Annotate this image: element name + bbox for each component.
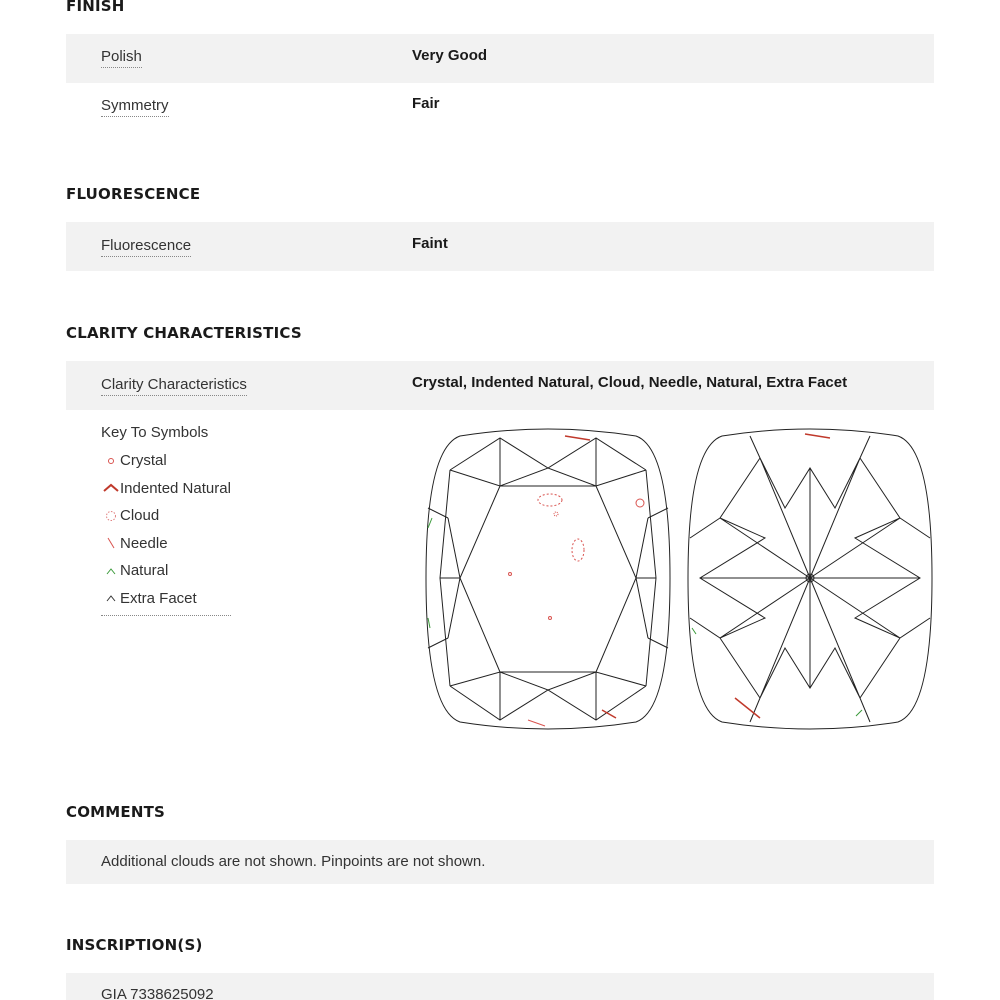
fluorescence-label[interactable]: Fluorescence xyxy=(101,237,191,257)
comments-row xyxy=(66,840,934,884)
key-title: Key To Symbols xyxy=(101,424,209,441)
symmetry-label[interactable]: Symmetry xyxy=(101,97,169,117)
fluorescence-row xyxy=(66,222,934,271)
symmetry-row xyxy=(66,83,934,132)
comments-heading: COMMENTS xyxy=(66,803,166,821)
extra-facet-icon xyxy=(101,593,120,603)
cloud-icon xyxy=(101,510,120,522)
fluorescence-heading: FLUORESCENCE xyxy=(66,185,201,203)
pavilion-facets xyxy=(690,436,930,722)
polish-value: Very Good xyxy=(412,47,488,64)
key-item-needle: Needle xyxy=(101,530,231,558)
key-item-crystal: Crystal xyxy=(101,447,231,475)
needle-icon xyxy=(101,537,120,549)
key-item-cloud: Cloud xyxy=(101,502,231,530)
polish-label[interactable]: Polish xyxy=(101,48,142,68)
inscription-row xyxy=(66,973,934,1000)
inscription-text: GIA 7338625092 xyxy=(101,986,214,1000)
clarity-label[interactable]: Clarity Characteristics xyxy=(101,376,247,396)
key-item-indented-natural: Indented Natural xyxy=(101,475,231,503)
inscription-heading: INSCRIPTION(S) xyxy=(66,936,203,954)
diamond-plot-diagram xyxy=(420,428,940,733)
polish-row xyxy=(66,34,934,83)
fluorescence-value: Faint xyxy=(412,235,448,252)
clarity-row xyxy=(66,361,934,410)
crystal-icon xyxy=(101,456,120,466)
indented-natural-icon xyxy=(101,483,120,493)
symmetry-value: Fair xyxy=(412,95,440,112)
key-item-natural: Natural xyxy=(101,557,231,585)
natural-icon xyxy=(101,566,120,576)
crown-facets xyxy=(428,438,668,720)
finish-heading: FINISH xyxy=(66,0,125,15)
comments-text: Additional clouds are not shown. Pinpoints are not shown. xyxy=(101,853,486,870)
clarity-heading: CLARITY CHARACTERISTICS xyxy=(66,324,302,342)
clarity-value: Crystal, Indented Natural, Cloud, Needle, Natural, Extra Facet xyxy=(412,374,848,391)
key-item-extra-facet: Extra Facet xyxy=(101,585,231,613)
inclusion-plots xyxy=(509,434,831,726)
key-underline xyxy=(101,612,231,616)
key-to-symbols xyxy=(101,424,231,616)
